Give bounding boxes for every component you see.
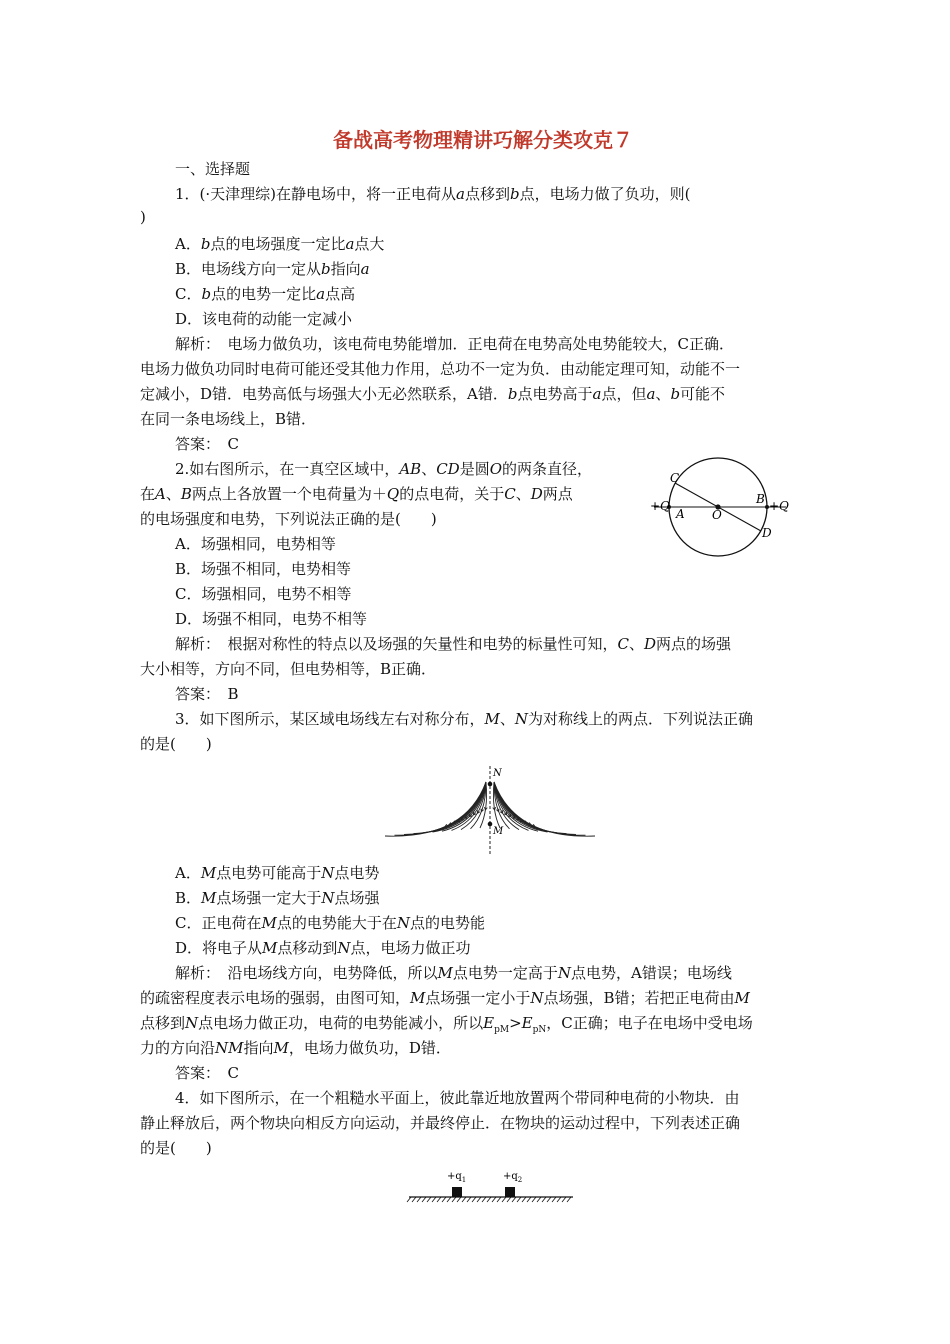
- hatch-line: [502, 1197, 506, 1202]
- hatch-line: [557, 1197, 561, 1202]
- q1-option-b: B．电场线方向一定从b指向a: [175, 260, 370, 278]
- q4-stem-2: 静止释放后，两个物块向相反方向运动，并最终停止．在物块的运动过程中，下列表述正确: [140, 1114, 741, 1132]
- hatch-line: [427, 1197, 431, 1202]
- label-d: D: [762, 526, 772, 540]
- q3-option-d: D．将电子从M点移动到N点，电场力做正功: [175, 939, 471, 957]
- hatch-line: [517, 1197, 521, 1202]
- q1-stem: 1．(·天津理综)在静电场中，将一正电荷从a点移到b点，电场力做了负功，则(: [175, 185, 691, 203]
- hatch-line: [552, 1197, 556, 1202]
- q3-explanation-2: 的疏密程度表示电场的强弱，由图可知，M点场强一定小于N点场强，B错；若把正电荷由M: [140, 989, 750, 1007]
- q1-option-d: D．该电荷的动能一定减小: [175, 310, 353, 328]
- q1-explanation-3: 定减小，D错．电势高低与场强大小无必然联系，A错．b点电势高于a点，但a、b可能不: [140, 385, 726, 403]
- q3-option-a: A．M点电势可能高于N点电势: [175, 864, 380, 882]
- block-q1: [452, 1187, 462, 1197]
- hatch-line: [487, 1197, 491, 1202]
- hatch-line: [532, 1197, 536, 1202]
- hatch-line: [407, 1197, 411, 1202]
- hatch-line: [537, 1197, 541, 1202]
- hatch-line: [432, 1197, 436, 1202]
- hatch-line: [477, 1197, 481, 1202]
- q4-blocks-diagram: [405, 1166, 577, 1208]
- label-plus-q-left: +Q: [650, 499, 670, 513]
- q2-stem-2: 在A、B两点上各放置一个电荷量为＋Q的点电荷，关于C、D两点: [140, 485, 573, 503]
- q3-stem-1: 3．如下图所示，某区域电场线左右对称分布，M、N为对称线上的两点．下列说法正确: [175, 710, 754, 728]
- hatch-line: [482, 1197, 486, 1202]
- hatch-line: [467, 1197, 471, 1202]
- hatch-line: [422, 1197, 426, 1202]
- label-a: A: [676, 507, 685, 521]
- hatch-line: [527, 1197, 531, 1202]
- hatch-line: [417, 1197, 421, 1202]
- page-title: 备战高考物理精讲巧解分类攻克７: [333, 128, 633, 152]
- q1-explanation-2: 电场力做负功同时电荷可能还受其他力作用，总功不一定为负．由动能定理可知，动能不一: [140, 360, 741, 378]
- q3-explanation-3: 点移到N点电场力做正功，电荷的电势能减小，所以$E_{pM}>E_{pN}$，C正确；电子在电场中受电场: [140, 1014, 753, 1035]
- hatch-line: [492, 1197, 496, 1202]
- hatch-line: [442, 1197, 446, 1202]
- q2-explanation-1: 解析： 根据对称性的特点以及场强的矢量性和电势的标量性可知，C、D两点的场强: [175, 635, 732, 653]
- q1-option-c: C．b点的电势一定比a点高: [175, 285, 356, 303]
- label-c: C: [670, 471, 680, 485]
- q2-option-c: C．场强相同，电势不相等: [175, 585, 352, 603]
- q3-stem-2: 的是( ): [140, 735, 212, 753]
- label-plus-q-right: +Q: [769, 499, 789, 513]
- hatch-line: [507, 1197, 511, 1202]
- q1-explanation-1: 解析： 电场力做负功，该电荷电势能增加．正电荷在电势高处电势能较大，C正确．: [175, 335, 734, 353]
- q3-option-b: B．M点场强一定大于N点场强: [175, 889, 380, 907]
- label-q1: $+q_1$: [447, 1171, 467, 1184]
- q2-option-b: B．场强不相同，电势相等: [175, 560, 352, 578]
- section-heading: 一、选择题: [175, 160, 251, 178]
- hatch-line: [457, 1197, 461, 1202]
- q2-answer: 答案： B: [175, 685, 239, 703]
- hatch-line: [542, 1197, 546, 1202]
- q3-field-lines-diagram: [380, 764, 610, 856]
- q2-stem-1: 2.如右图所示，在一真空区域中，AB、CD是圆O的两条直径，: [175, 460, 593, 478]
- label-q2: $+q_2$: [503, 1171, 523, 1184]
- hatch-line: [547, 1197, 551, 1202]
- q1-stem-close: ): [140, 208, 146, 226]
- hatch-line: [472, 1197, 476, 1202]
- q3-option-c: C．正电荷在M点的电势能大于在N点的电势能: [175, 914, 485, 932]
- q4-stem-3: 的是( ): [140, 1139, 212, 1157]
- q3-answer: 答案： C: [175, 1064, 239, 1082]
- q2-option-d: D．场强不相同，电势不相等: [175, 610, 368, 628]
- q2-option-a: A．场强相同，电势相等: [175, 535, 336, 553]
- block-q2: [505, 1187, 515, 1197]
- q2-circle-diagram: [648, 452, 798, 568]
- point-m-dot: [488, 822, 493, 827]
- q3-explanation-1: 解析： 沿电场线方向，电势降低，所以M点电势一定高于N点电势，A错误；电场线: [175, 964, 732, 982]
- label-m: M: [493, 826, 504, 837]
- hatch-line: [562, 1197, 566, 1202]
- hatch-line: [412, 1197, 416, 1202]
- label-n: N: [493, 768, 502, 779]
- hatch-line: [462, 1197, 466, 1202]
- hatch-line: [522, 1197, 526, 1202]
- q1-option-a: A．b点的电场强度一定比a点大: [175, 235, 385, 253]
- q3-explanation-4: 力的方向沿NM指向M，电场力做负功，D错．: [140, 1039, 451, 1057]
- q2-explanation-2: 大小相等，方向不同，但电势相等，B正确．: [140, 660, 437, 678]
- hatch-line: [497, 1197, 501, 1202]
- hatch-line: [452, 1197, 456, 1202]
- q2-stem-3: 的电场强度和电势，下列说法正确的是( ): [140, 510, 437, 528]
- hatch-line: [512, 1197, 516, 1202]
- label-o: O: [712, 508, 722, 522]
- point-n-dot: [488, 782, 493, 787]
- hatch-line: [567, 1197, 571, 1202]
- label-b: B: [756, 492, 765, 506]
- hatch-line: [437, 1197, 441, 1202]
- q1-explanation-4: 在同一条电场线上，B错．: [140, 410, 317, 428]
- q1-answer: 答案： C: [175, 435, 239, 453]
- hatch-line: [447, 1197, 451, 1202]
- q4-stem-1: 4．如下图所示，在一个粗糙水平面上，彼此靠近地放置两个带同种电荷的小物块．由: [175, 1089, 740, 1107]
- ground-hatching: [407, 1197, 571, 1202]
